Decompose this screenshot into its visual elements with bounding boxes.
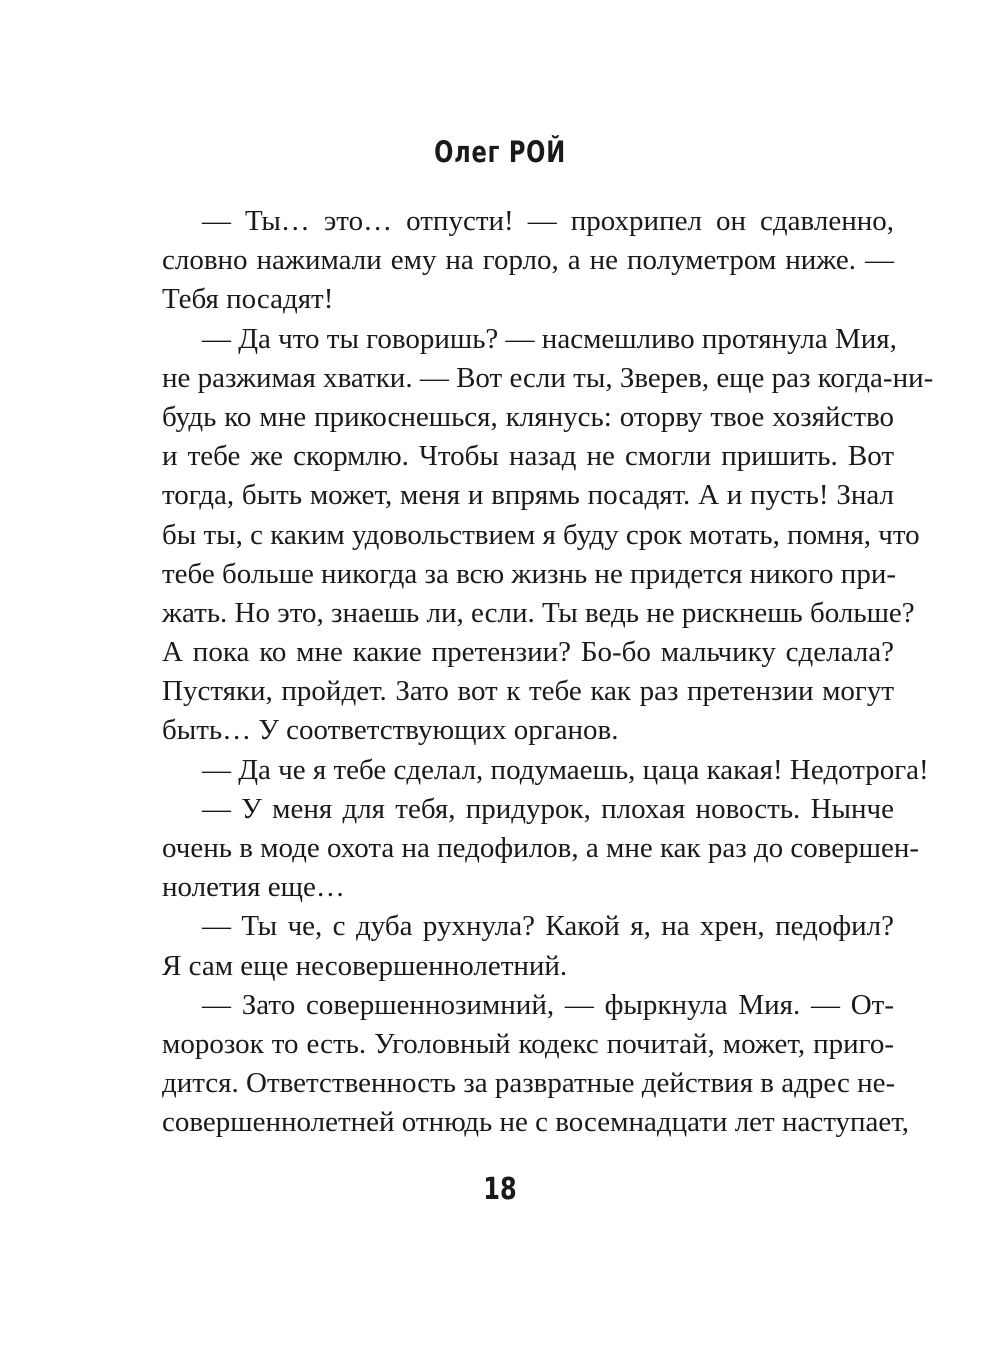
text-line: словно нажимали ему на горло, а не полуметром ниже. — [162, 244, 894, 277]
text-line: — Ты че, с дуба рухнула? Какой я, на хрен, педофил? [202, 910, 894, 943]
text-line: Пустяки, пройдет. Зато вот к тебе как раз претензии могут [162, 675, 894, 708]
text-line: морозок то есть. Уголовный кодекс почитай, может, приго- [162, 1027, 894, 1060]
text-line: тебе больше никогда за всю жизнь не придется никого при- [162, 557, 897, 590]
text-line: тогда, быть может, меня и впрямь посадят. А и пусть! Знал [162, 479, 894, 512]
text-line: не разжимая хватки. — Вот если ты, Зверев, еще раз когда-ни- [162, 361, 934, 394]
text-line: — Зато совершеннозимний, — фыркнула Мия. — От- [202, 988, 894, 1021]
text-line: будь ко мне прикоснешься, клянусь: оторву твое хозяйство [162, 400, 894, 433]
text-line: Тебя посадят! [162, 283, 334, 316]
text-line: — Да что ты говоришь? — насмешливо протянула Мия, [202, 322, 897, 355]
text-line: совершеннолетней отнюдь не с восемнадцати лет наступает, [162, 1106, 910, 1139]
body-text [162, 202, 934, 1143]
text-line: Я сам еще несовершеннолетний. [162, 949, 568, 982]
text-line: нолетия еще… [162, 871, 345, 904]
text-line: — Ты… это… отпусти! — прохрипел он сдавленно, [202, 205, 894, 237]
text-line: — У меня для тебя, придурок, плохая новость. Нынче [202, 792, 894, 825]
text-line: жать. Но это, знаешь ли, если. Ты ведь не рискнешь больше? [162, 596, 915, 629]
running-head-author: Олег РОЙ [434, 135, 566, 169]
text-line: — Да че я тебе сделал, подумаешь, цаца какая! Недотрога! [202, 753, 929, 786]
text-line: быть… У соответствующих органов. [162, 714, 619, 747]
text-line: очень в моде охота на педофилов, а мне как раз до совершен- [162, 832, 920, 864]
text-line: бы ты, с каким удовольствием я буду срок мотать, помня, что [162, 518, 920, 551]
text-line: дится. Ответственность за развратные действия в адрес не- [162, 1067, 896, 1100]
page-number: 18 [483, 1172, 517, 1207]
text-line: и тебе же скормлю. Чтобы назад не смогли пришить. Вот [162, 440, 894, 473]
text-line: А пока ко мне какие претензии? Бо-бо мальчику сделала? [162, 636, 894, 669]
